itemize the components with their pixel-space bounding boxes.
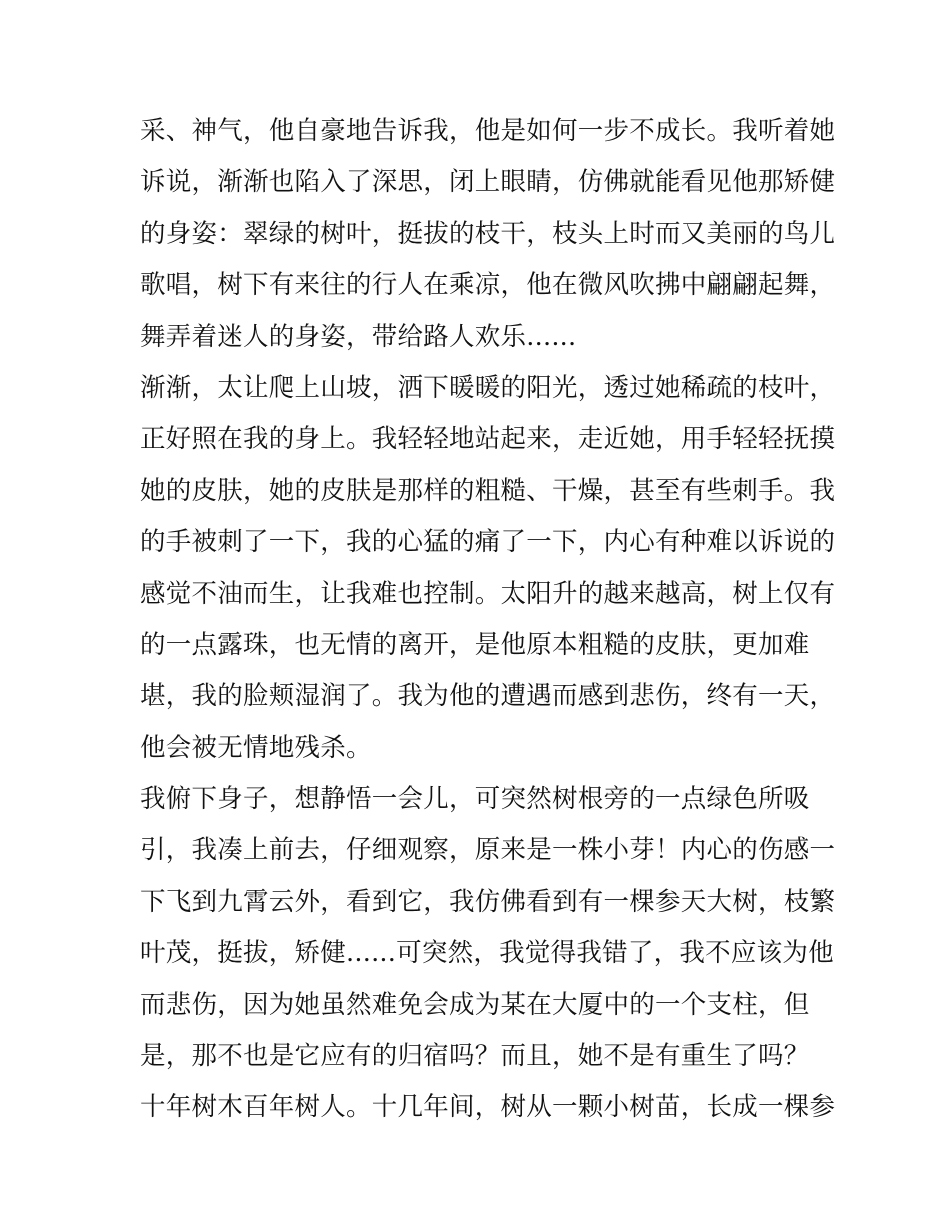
text-line: 是，那不也是它应有的归宿吗？而且，她不是有重生了吗？ (140, 1041, 810, 1072)
text-line: 歌唱，树下有来往的行人在乘凉，他在微风吹拂中翩翩起舞， (140, 270, 836, 301)
text-line: 叶茂，挺拔，矫健......可突然，我觉得我错了，我不应该为他 (140, 938, 834, 969)
text-line: 引，我凑上前去，仔细观察，原来是一株小芽！内心的伤感一 (140, 835, 836, 866)
text-line: 十年树木百年树人。十几年间，树从一颗小树苗，长成一棵参 (140, 1092, 836, 1123)
text-line: 堪，我的脸颊湿润了。我为他的遭遇而感到悲伤，终有一天， (140, 681, 836, 712)
text-line: 诉说，渐渐也陷入了深思，闭上眼睛，仿佛就能看见他那矫健 (140, 167, 836, 198)
text-line: 他会被无情地残杀。 (140, 732, 372, 763)
text-line: 正好照在我的身上。我轻轻地站起来，走近她，用手轻轻抚摸 (140, 424, 836, 455)
text-line: 采、神气，他自豪地告诉我，他是如何一步不成长。我听着她 (140, 116, 836, 146)
text-line: 的一点露珠，也无情的离开，是他原本粗糙的皮肤，更加难 (140, 629, 810, 660)
text-line: 感觉不油而生，让我难也控制。太阳升的越来越高，树上仅有 (140, 578, 836, 609)
text-line: 她的皮肤，她的皮肤是那样的粗糙、干燥，甚至有些刺手。我 (140, 475, 836, 506)
text-line: 的手被刺了一下，我的心猛的痛了一下，内心有种难以诉说的 (140, 527, 836, 558)
document-body (140, 106, 836, 1134)
text-line: 下飞到九霄云外，看到它，我仿佛看到有一棵参天大树，枝繁 (140, 886, 836, 917)
text-line: 而悲伤，因为她虽然难免会成为某在大厦中的一个支柱，但 (140, 989, 810, 1020)
text-line: 我俯下身子，想静悟一会儿，可突然树根旁的一点绿色所吸 (140, 784, 810, 815)
text-line: 渐渐，太让爬上山坡，洒下暖暖的阳光，透过她稀疏的枝叶， (140, 372, 836, 403)
text-line: 舞弄着迷人的身姿，带给路人欢乐...... (140, 321, 577, 352)
text-line: 的身姿：翠绿的树叶，挺拔的枝干，枝头上时而又美丽的鸟儿 (140, 218, 836, 249)
